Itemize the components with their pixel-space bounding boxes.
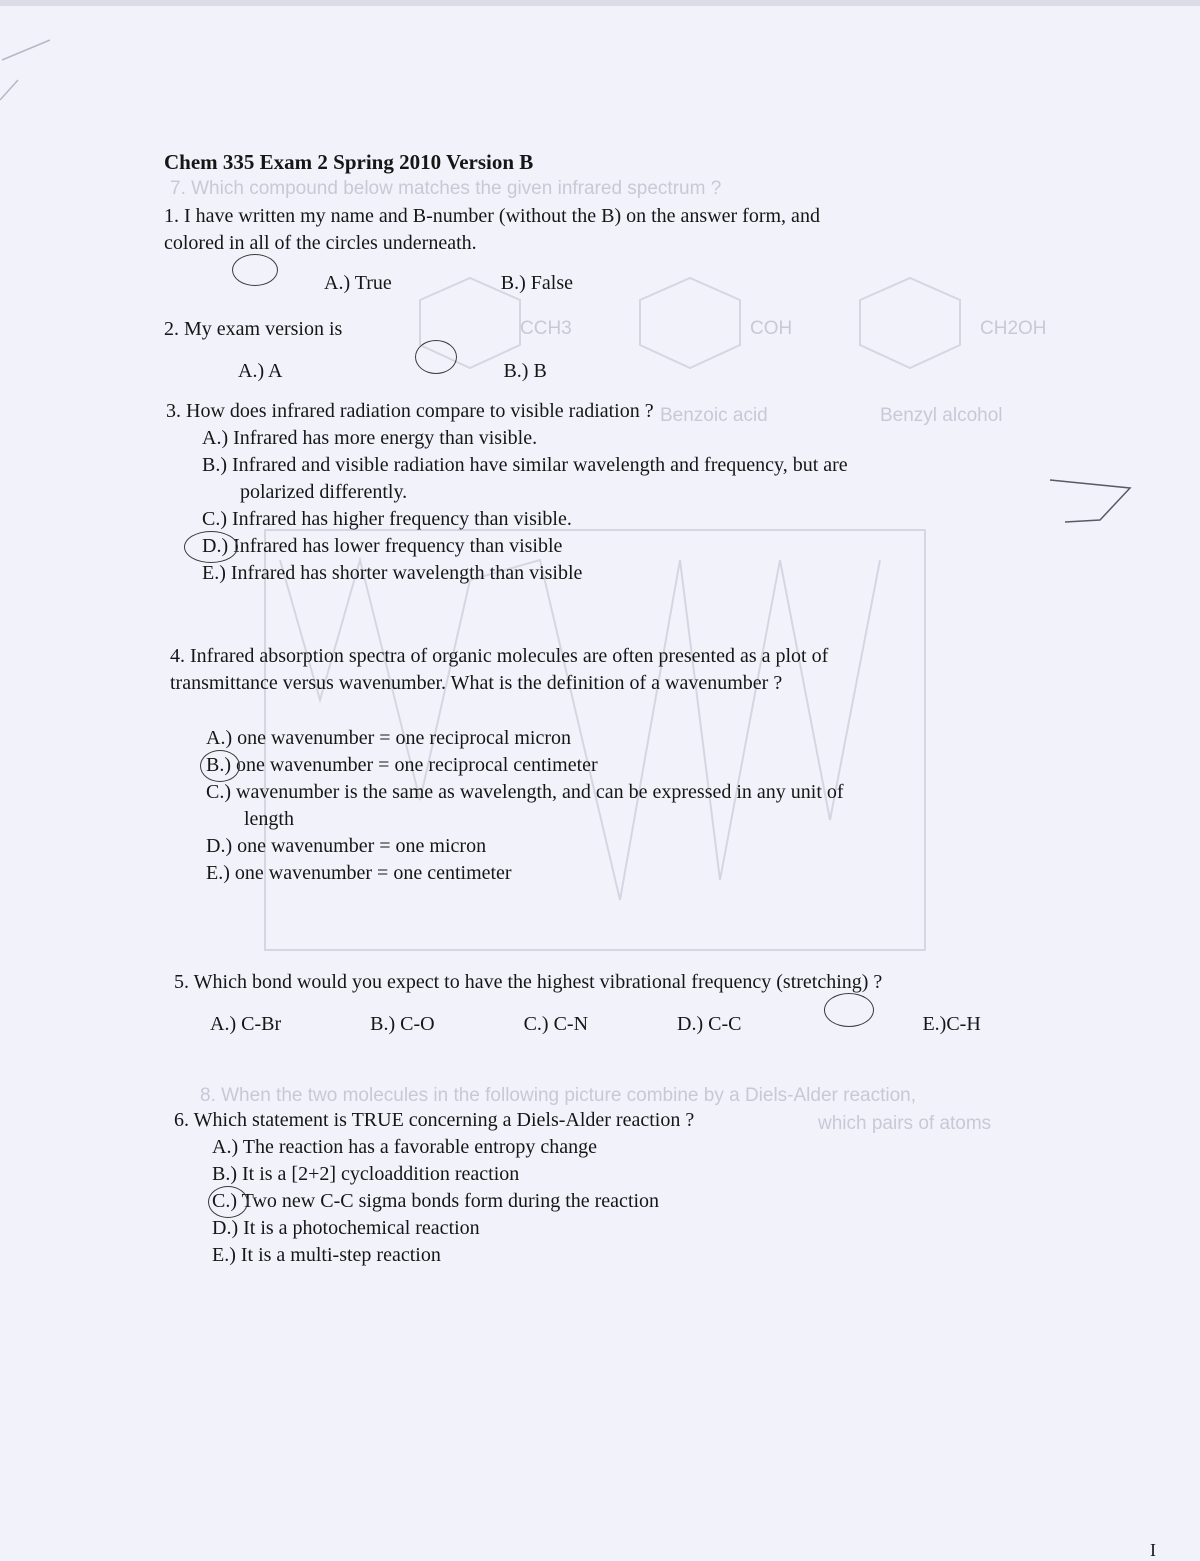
option-label: E.)C-H <box>922 1013 981 1035</box>
bleed-text: Benzyl alcohol <box>880 405 1003 426</box>
option-e[interactable] <box>830 996 1022 1038</box>
bleed-text: COH <box>750 318 793 339</box>
question-stem: 3. How does infrared radiation compare to visible radiation ? <box>166 400 654 422</box>
question-stem: transmittance versus wavenumber. What is the definition of a wavenumber ? <box>170 672 783 694</box>
option-a[interactable]: A.) The reaction has a favorable entropy change <box>212 1136 598 1158</box>
option-b[interactable] <box>370 1011 476 1038</box>
question-stem: 2. My exam version is <box>164 318 343 340</box>
option-c[interactable] <box>524 1011 630 1038</box>
question-6 <box>174 1107 694 1269</box>
option-e[interactable]: E.) It is a multi-step reaction <box>212 1244 441 1266</box>
options-row <box>164 343 631 385</box>
question-5 <box>174 969 1065 1038</box>
options-list <box>166 425 848 587</box>
option-d[interactable] <box>677 1011 783 1038</box>
option-e[interactable]: E.) one wavenumber = one centimeter <box>206 862 512 884</box>
option-b[interactable] <box>206 752 844 779</box>
bleed-text: CH2OH <box>980 318 1047 339</box>
option-d[interactable]: D.) one wavenumber = one micron <box>206 835 487 857</box>
options-row <box>164 257 820 297</box>
question-3 <box>166 398 848 587</box>
option-c[interactable]: C.) wavenumber is the same as wavelength, and can be expressed in any unit of <box>206 781 844 803</box>
question-1 <box>164 203 820 297</box>
options-list <box>174 1134 694 1269</box>
option-label: A.) True <box>324 272 392 294</box>
options-list <box>170 725 844 887</box>
option-label: B.) B <box>503 360 547 382</box>
option-label: B.) False <box>500 272 574 294</box>
question-stem: 5. Which bond would you expect to have the highest vibrational frequency (stretching) ? <box>174 971 883 993</box>
option-a[interactable] <box>238 358 324 385</box>
bleed-text: which pairs of atoms <box>818 1113 992 1134</box>
option-b-continued: polarized differently. <box>240 481 408 503</box>
option-d[interactable] <box>202 533 848 560</box>
bleed-text: 7. Which compound below matches the given infrared spectrum ? <box>170 178 722 199</box>
option-label: B.) C-O <box>370 1013 435 1035</box>
option-b[interactable]: B.) It is a [2+2] cycloaddition reaction <box>212 1163 520 1185</box>
option-c[interactable]: C.) Infrared has higher frequency than visible. <box>202 508 572 530</box>
option-c[interactable] <box>212 1188 694 1215</box>
option-d[interactable]: D.) It is a photochemical reaction <box>212 1217 480 1239</box>
option-c-continued: length <box>244 808 294 830</box>
answer-circle <box>232 254 278 286</box>
answer-circle <box>824 993 874 1027</box>
option-label: C.) C-N <box>523 1013 589 1035</box>
option-label: A.) C-Br <box>210 1013 282 1035</box>
option-e[interactable]: E.) Infrared has shorter wavelength than visible <box>202 562 583 584</box>
option-label: D.) C-C <box>677 1013 742 1035</box>
option-a[interactable] <box>210 1011 323 1038</box>
option-label: C.) Two new C-C sigma bonds form during the reaction <box>212 1190 660 1212</box>
pen-mark <box>1050 480 1130 522</box>
question-stem: colored in all of the circles underneath. <box>164 232 477 254</box>
bleed-text: 8. When the two molecules in the following picture combine by a Diels-Alder reaction, <box>200 1085 917 1106</box>
answer-circle <box>415 340 457 374</box>
page-number: I <box>1150 1540 1156 1560</box>
exam-title: Chem 335 Exam 2 Spring 2010 Version B <box>164 150 534 174</box>
question-2 <box>164 316 631 385</box>
question-stem: 4. Infrared absorption spectra of organic molecules are often presented as a plot of <box>170 645 829 667</box>
option-a[interactable]: A.) Infrared has more energy than visible. <box>202 427 538 449</box>
question-4 <box>170 643 844 887</box>
question-stem: 1. I have written my name and B-number (without the B) on the answer form, and <box>164 205 820 227</box>
option-a[interactable] <box>236 257 434 297</box>
option-label: A.) A <box>238 360 283 382</box>
option-b[interactable]: B.) Infrared and visible radiation have similar wavelength and frequency, but are <box>202 454 848 476</box>
option-label: B.) one wavenumber = one reciprocal centimeter <box>206 754 598 776</box>
bleed-text: CCH3 <box>520 318 572 339</box>
option-b[interactable] <box>501 270 615 297</box>
question-stem: 6. Which statement is TRUE concerning a Diels-Alder reaction ? <box>174 1109 695 1131</box>
options-row <box>174 996 1065 1038</box>
option-a[interactable]: A.) one wavenumber = one reciprocal micron <box>206 727 572 749</box>
bleed-text: Benzoic acid <box>660 405 768 426</box>
option-b[interactable] <box>419 343 588 385</box>
option-label: D.) Infrared has lower frequency than visible <box>202 535 563 557</box>
